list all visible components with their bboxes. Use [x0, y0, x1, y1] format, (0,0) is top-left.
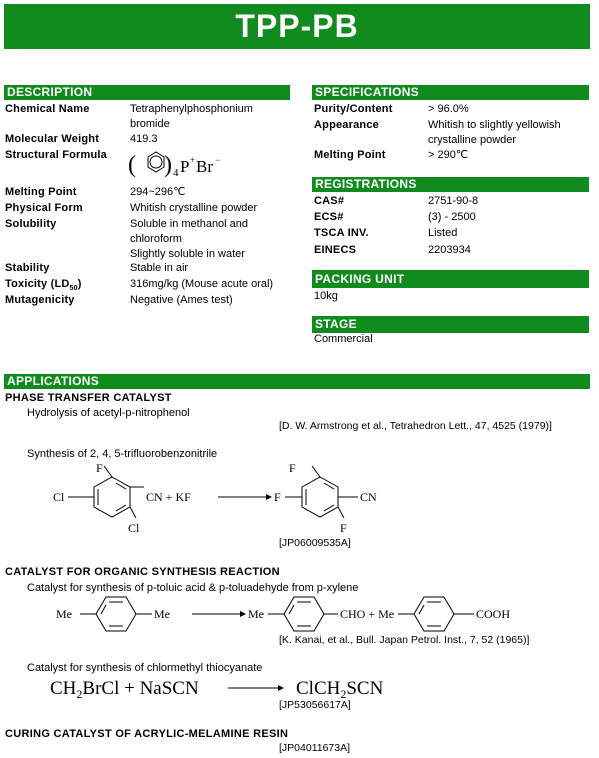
description-heading: DESCRIPTION	[4, 85, 290, 100]
label-tsca: TSCA INV.	[314, 227, 369, 239]
svg-text:−: −	[215, 155, 221, 165]
value-toxicity: 316mg/kg (Mouse acute oral)	[130, 278, 274, 290]
label-melting-point: Melting Point	[5, 186, 77, 198]
organic-item-thiocyanate: Catalyst for synthesis of chlormethyl thiocyanate	[27, 662, 263, 674]
svg-text:CH2BrCl + NaSCN: $CH_2BrCl$ + NaSCN	[50, 678, 199, 701]
svg-text:Br: Br	[196, 157, 213, 176]
value-tsca: Listed	[428, 227, 458, 239]
value-mutagenicity: Negative (Ames test)	[130, 294, 233, 306]
value-solubility: Soluble in methanol and chloroform Slightly soluble in water	[130, 218, 249, 260]
label-physical-form: Physical Form	[5, 202, 83, 214]
value-molecular-weight: 419.3	[130, 133, 158, 145]
svg-text:CN: CN	[360, 490, 377, 504]
specifications-heading: SPECIFICATIONS	[312, 85, 589, 100]
label-ecs: ECS#	[314, 211, 344, 223]
reaction-equation-thiocyanate	[50, 674, 410, 704]
structural-formula-image	[128, 144, 248, 184]
value-ecs: (3) - 2500	[428, 211, 476, 223]
label-mutagenicity: Mutagenicity	[5, 294, 75, 306]
stage-heading: STAGE	[312, 316, 589, 333]
curing-ref-jp04011673: [JP04011673A]	[279, 742, 351, 754]
ptc-item-hydrolysis: Hydrolysis of acetyl-p-nitrophenol	[27, 407, 190, 419]
svg-text:4: 4	[173, 167, 179, 179]
label-chemical-name: Chemical Name	[5, 103, 90, 115]
svg-text:Me: Me	[56, 607, 72, 621]
label-molecular-weight: Molecular Weight	[5, 133, 100, 145]
value-spec-melting-point: > 290℃	[428, 149, 469, 161]
label-spec-melting-point: Melting Point	[314, 149, 386, 161]
registrations-heading: REGISTRATIONS	[312, 177, 589, 192]
value-stage: Commercial	[314, 333, 373, 345]
label-solubility: Solubility	[5, 218, 57, 230]
svg-text:Me: Me	[248, 607, 264, 621]
label-appearance: Appearance	[314, 119, 379, 131]
svg-text:F: F	[96, 461, 103, 475]
svg-text:(: (	[128, 152, 136, 178]
label-einecs: EINECS	[314, 244, 357, 256]
reaction-scheme-xylene	[40, 590, 530, 634]
label-toxicity: Toxicity $(LD_{50})$	[5, 278, 82, 293]
value-einecs: 2203934	[428, 244, 471, 256]
value-purity: > 96.0%	[428, 103, 469, 115]
value-cas: 2751-90-8	[428, 195, 479, 207]
label-purity: Purity/Content	[314, 103, 393, 115]
ptc-item-trifluoro: Synthesis of 2, 4, 5-trifluorobenzonitrile	[27, 448, 218, 460]
svg-text:F: F	[289, 461, 296, 475]
svg-text:+: +	[190, 155, 196, 165]
svg-text:ClCH2SCN: ClCH$_2$SCN	[296, 678, 384, 701]
organic-ref-kanai: [K. Kanai, et al., Bull. Japan Petrol. Inst., 7, 52 (1965)]	[279, 634, 530, 646]
svg-text:Me: Me	[154, 607, 170, 621]
svg-text:COOH: COOH	[476, 607, 511, 621]
label-cas: CAS#	[314, 195, 345, 207]
ptc-ref-jp06009535: [JP06009535A]	[279, 537, 351, 549]
svg-text:F: F	[274, 490, 281, 504]
value-melting-point: 294~296℃	[130, 186, 186, 198]
ptc-ref-armstrong: [D. W. Armstrong et al., Tetrahedron Lett., 47, 4525 (1979)]	[279, 420, 552, 432]
packing-heading: PACKING UNIT	[312, 270, 589, 288]
svg-text:Cl: Cl	[53, 490, 65, 504]
value-physical-form: Whitish crystalline powder	[130, 202, 258, 214]
reaction-scheme-trifluorobenzonitrile	[40, 460, 400, 540]
value-appearance: Whitish to slightly yellowish crystalline powder	[428, 119, 561, 146]
svg-text:): )	[164, 152, 172, 178]
svg-text:CN + KF: CN + KF	[146, 490, 191, 504]
svg-text:P: P	[180, 157, 190, 176]
svg-text:F: F	[340, 521, 347, 535]
organic-title: CATALYST FOR ORGANIC SYNTHESIS REACTION	[5, 566, 280, 578]
organic-item-toluic: Catalyst for synthesis of p-toluic acid & p-toluadehyde from p-xylene	[27, 582, 359, 594]
value-packing: 10kg	[314, 290, 338, 302]
svg-text:CHO + Me: CHO + Me	[340, 607, 395, 621]
value-chemical-name: Tetraphenylphosphonium bromide	[130, 103, 253, 130]
organic-ref-jp53056617: [JP53056617A]	[279, 699, 351, 711]
label-stability: Stability	[5, 262, 50, 274]
value-stability: Stable in air	[130, 262, 189, 274]
ptc-title: PHASE TRANSFER CATALYST	[5, 392, 172, 404]
applications-heading: APPLICATIONS	[4, 374, 590, 389]
title-banner	[4, 4, 590, 49]
label-structural-formula: Structural Formula	[5, 149, 108, 161]
curing-title: CURING CATALYST OF ACRYLIC-MELAMINE RESIN	[5, 728, 289, 740]
page-title: TPP-PB	[235, 8, 359, 44]
svg-text:Cl: Cl	[128, 521, 140, 535]
